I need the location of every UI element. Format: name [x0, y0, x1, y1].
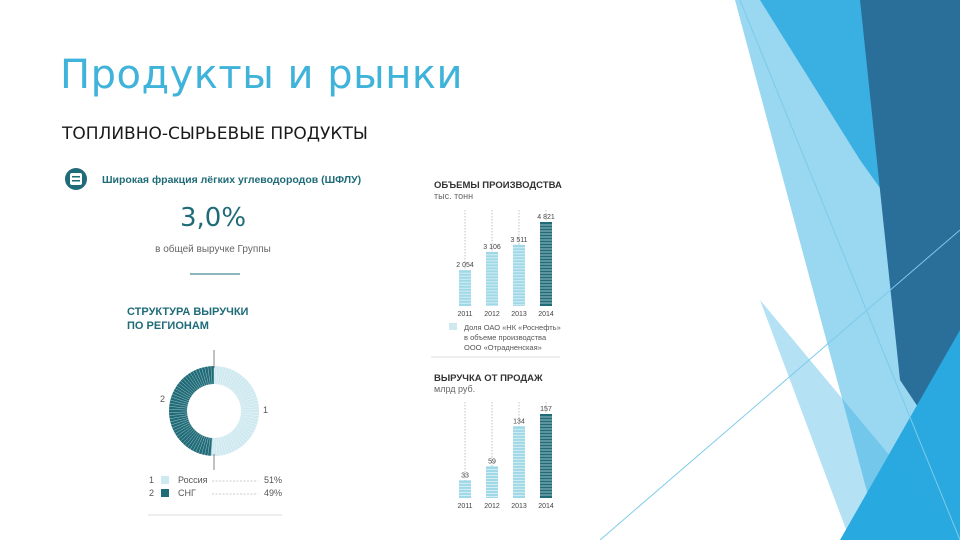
- bar-category-label: 2014: [538, 311, 554, 318]
- bar-category-label: 2014: [538, 503, 554, 510]
- donut-chart: [169, 366, 259, 456]
- legend-num-1: 1: [149, 475, 155, 485]
- sales-unit: млрд руб.: [434, 384, 476, 394]
- production-chart: [456, 210, 555, 318]
- sales-chart: [457, 402, 553, 510]
- production-legend-2: в объеме производства: [464, 333, 547, 342]
- bar-value-label: 3 511: [510, 236, 528, 244]
- legend-value-2: 49%: [264, 488, 283, 498]
- bar-value-label: 134: [513, 418, 525, 426]
- bar-category-label: 2011: [457, 311, 473, 318]
- bar-value-label: 2 054: [456, 262, 474, 270]
- production-unit: тыс. тонн: [434, 191, 474, 201]
- product-name: Широкая фракция лёгких углеводородов (ШФЛУ): [102, 174, 362, 186]
- bar-value-label: 157: [540, 406, 552, 413]
- callout-2: 2: [160, 394, 166, 404]
- bar-value-label: 3 106: [483, 243, 501, 251]
- legend-swatch-1: [161, 476, 169, 484]
- bar-category-label: 2012: [484, 311, 500, 318]
- bar-category-label: 2011: [457, 503, 473, 510]
- callout-1: 1: [263, 405, 269, 415]
- production-legend-3: ООО «Отрадненская»: [464, 343, 542, 352]
- barrel-icon: [65, 168, 87, 190]
- bar-value-label: 33: [461, 472, 469, 480]
- bar-category-label: 2013: [511, 503, 527, 510]
- legend-name-2: СНГ: [178, 488, 196, 498]
- production-legend-1: Доля ОАО «НК «Роснефть»: [464, 323, 561, 332]
- legend-value-1: 51%: [264, 475, 283, 485]
- structure-legend: [149, 475, 282, 498]
- bar-value-label: 59: [488, 458, 496, 466]
- bar-category-label: 2013: [511, 311, 527, 318]
- legend-name-1: Россия: [178, 475, 208, 485]
- production-legend-swatch: [449, 323, 457, 330]
- structure-title-1: СТРУКТУРА ВЫРУЧКИ: [127, 306, 249, 318]
- bar-category-label: 2012: [484, 503, 500, 510]
- bar-value-label: 4 821: [537, 214, 555, 221]
- revenue-share: 3,0%: [179, 203, 247, 233]
- production-title: ОБЪЕМЫ ПРОИЗВОДСТВА: [434, 180, 562, 191]
- revenue-share-caption: в общей выручке Группы: [155, 244, 271, 255]
- page-title: Продукты и рынки: [60, 52, 464, 98]
- structure-title-2: ПО РЕГИОНАМ: [127, 320, 209, 332]
- section-subtitle: ТОПЛИВНО-СЫРЬЕВЫЕ ПРОДУКТЫ: [62, 124, 368, 144]
- legend-swatch-2: [161, 489, 169, 497]
- legend-num-2: 2: [149, 488, 155, 498]
- sales-title: ВЫРУЧКА ОТ ПРОДАЖ: [434, 373, 543, 384]
